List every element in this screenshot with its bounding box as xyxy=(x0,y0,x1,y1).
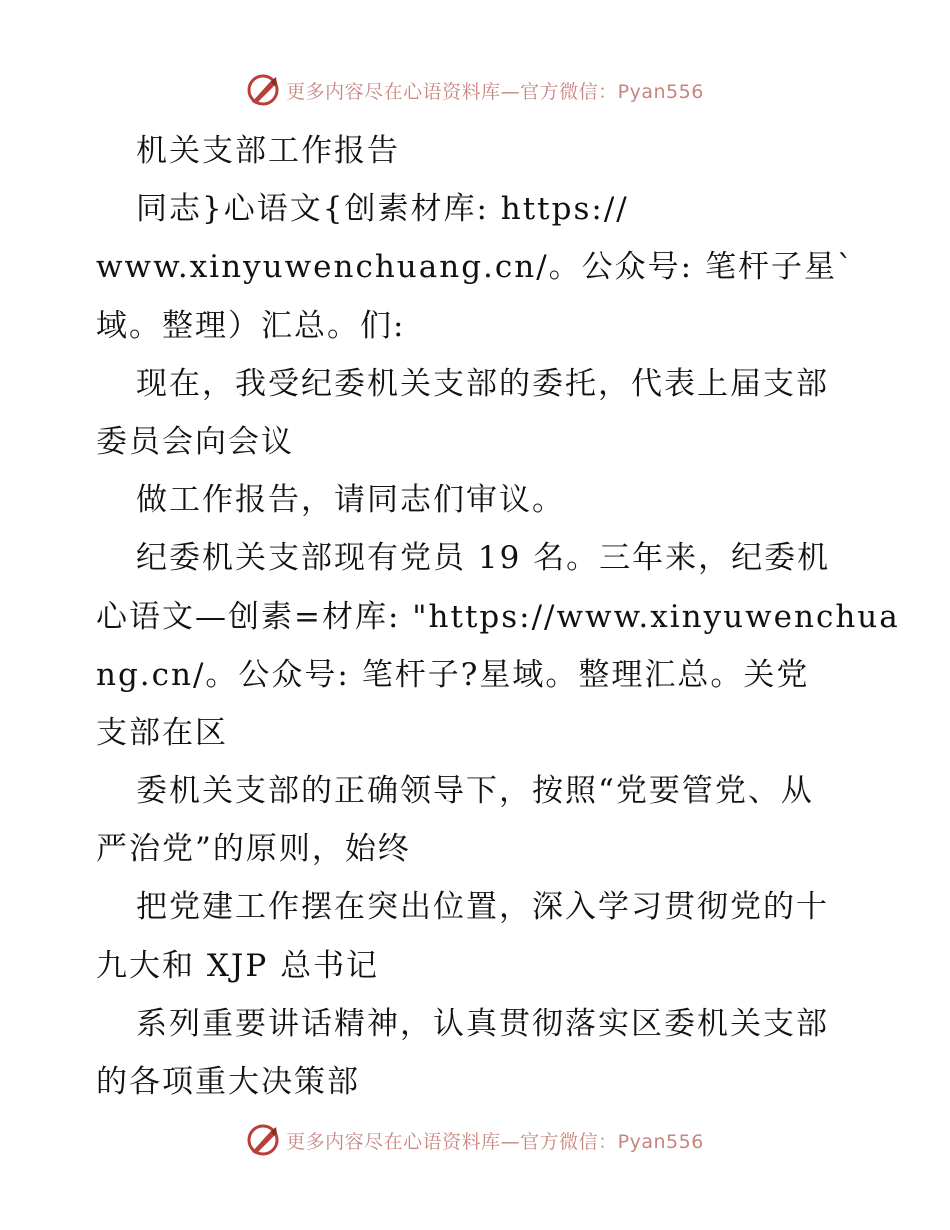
watermark-text: 更多内容尽在心语资料库—官方微信：Pyan556 xyxy=(286,1130,704,1153)
text-line: ng.cn/。公众号: 笔杆子?星域。整理汇总。关党 xyxy=(96,656,810,693)
text-line: 把党建工作摆在突出位置，深入学习贯彻党的十 xyxy=(136,889,829,926)
text-line: 系列重要讲话精神，认真贯彻落实区委机关支部 xyxy=(136,1005,829,1042)
text-line: 做工作报告，请同志们审议。 xyxy=(136,482,565,519)
text-line: www.xinyuwenchuang.cn/。公众号: 笔杆子星` xyxy=(96,249,855,286)
text-line: 九大和 XJP 总书记 xyxy=(96,947,380,984)
text-line: 心语文—创素=材库: "https://www.xinyuwenchua xyxy=(96,598,900,635)
text-line: 严治党”的原则，始终 xyxy=(96,831,411,868)
header-watermark xyxy=(0,70,950,110)
document-body xyxy=(96,122,900,1111)
text-line: 机关支部工作报告 xyxy=(136,133,400,169)
text-line: 的各项重大决策部 xyxy=(96,1064,360,1100)
quill-pen-logo-icon xyxy=(246,73,280,107)
text-line: 纪委机关支部现有党员 19 名。三年来，纪委机 xyxy=(136,540,831,577)
text-line: 域。整理）汇总。们: xyxy=(96,307,406,344)
footer-watermark xyxy=(0,1120,950,1160)
watermark-text: 更多内容尽在心语资料库—官方微信：Pyan556 xyxy=(286,80,704,103)
text-line: 委员会向会议 xyxy=(96,423,294,460)
text-line: 支部在区 xyxy=(96,714,228,751)
text-line: 现在，我受纪委机关支部的委托，代表上届支部 xyxy=(136,365,829,402)
text-line: 同志}心语文{创素材库: https:// xyxy=(136,191,629,228)
text-line: 委机关支部的正确领导下，按照“党要管党、从 xyxy=(136,773,814,810)
quill-pen-logo-icon xyxy=(246,1123,280,1157)
